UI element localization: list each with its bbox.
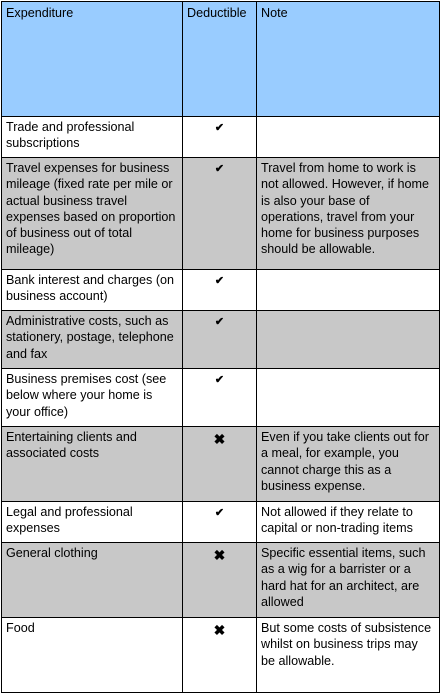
table-body	[2, 117, 440, 693]
table-row	[2, 502, 440, 543]
note-cell	[257, 117, 440, 158]
deductible-cell	[183, 543, 257, 618]
expenditure-cell: Trade and professional subscriptions	[2, 117, 183, 158]
expenditure-cell: Food	[2, 618, 183, 693]
note-cell: Travel from home to work is not allowed. However, if home is also your base of operations, travel from your home for business purposes should be allowable.	[257, 158, 440, 270]
tick-icon: ✔	[214, 163, 225, 175]
table-row	[2, 270, 440, 311]
note-cell	[257, 369, 440, 427]
note-cell	[257, 270, 440, 311]
expenditure-cell: Administrative costs, such as stationery, postage, telephone and fax	[2, 311, 183, 369]
tick-icon: ✔	[214, 374, 225, 386]
header-row	[2, 2, 440, 117]
note-cell: Specific essential items, such as a wig for a barrister or a hard hat for an architect, are allowed	[257, 543, 440, 618]
table-row	[2, 618, 440, 693]
cross-icon: ✖	[213, 622, 226, 638]
note-cell: But some costs of subsistence whilst on business trips may be allowable.	[257, 618, 440, 693]
header-expenditure: Expenditure	[2, 2, 183, 117]
note-cell: Even if you take clients out for a meal, for example, you cannot charge this as a business expense.	[257, 427, 440, 502]
expenditure-cell: General clothing	[2, 543, 183, 618]
deductible-cell	[183, 369, 257, 427]
tick-icon: ✔	[214, 507, 225, 519]
expenditure-cell: Business premises cost (see below where your home is your office)	[2, 369, 183, 427]
table-row	[2, 369, 440, 427]
expenditure-cell: Entertaining clients and associated costs	[2, 427, 183, 502]
deductible-cell	[183, 311, 257, 369]
tick-icon: ✔	[214, 275, 225, 287]
header-note: Note	[257, 2, 440, 117]
header-deductible: Deductible	[183, 2, 257, 117]
note-cell: Not allowed if they relate to capital or non-trading items	[257, 502, 440, 543]
deductible-cell	[183, 270, 257, 311]
table-header	[2, 2, 440, 117]
table-row	[2, 117, 440, 158]
table-row	[2, 158, 440, 270]
note-cell	[257, 311, 440, 369]
deductible-cell	[183, 502, 257, 543]
deductible-cell	[183, 427, 257, 502]
table-row	[2, 543, 440, 618]
deductible-cell	[183, 158, 257, 270]
tick-icon: ✔	[214, 316, 225, 328]
expenditure-cell: Travel expenses for business mileage (fixed rate per mile or actual business travel expenses based on proportion of business out of total mileage)	[2, 158, 183, 270]
table-row	[2, 311, 440, 369]
deductible-cell	[183, 117, 257, 158]
expenditure-cell: Legal and professional expenses	[2, 502, 183, 543]
deductible-cell	[183, 618, 257, 693]
expenditure-cell: Bank interest and charges (on business account)	[2, 270, 183, 311]
cross-icon: ✖	[213, 431, 226, 447]
table-row	[2, 427, 440, 502]
cross-icon: ✖	[213, 547, 226, 563]
tick-icon: ✔	[214, 122, 225, 134]
expenditure-table	[1, 1, 440, 693]
